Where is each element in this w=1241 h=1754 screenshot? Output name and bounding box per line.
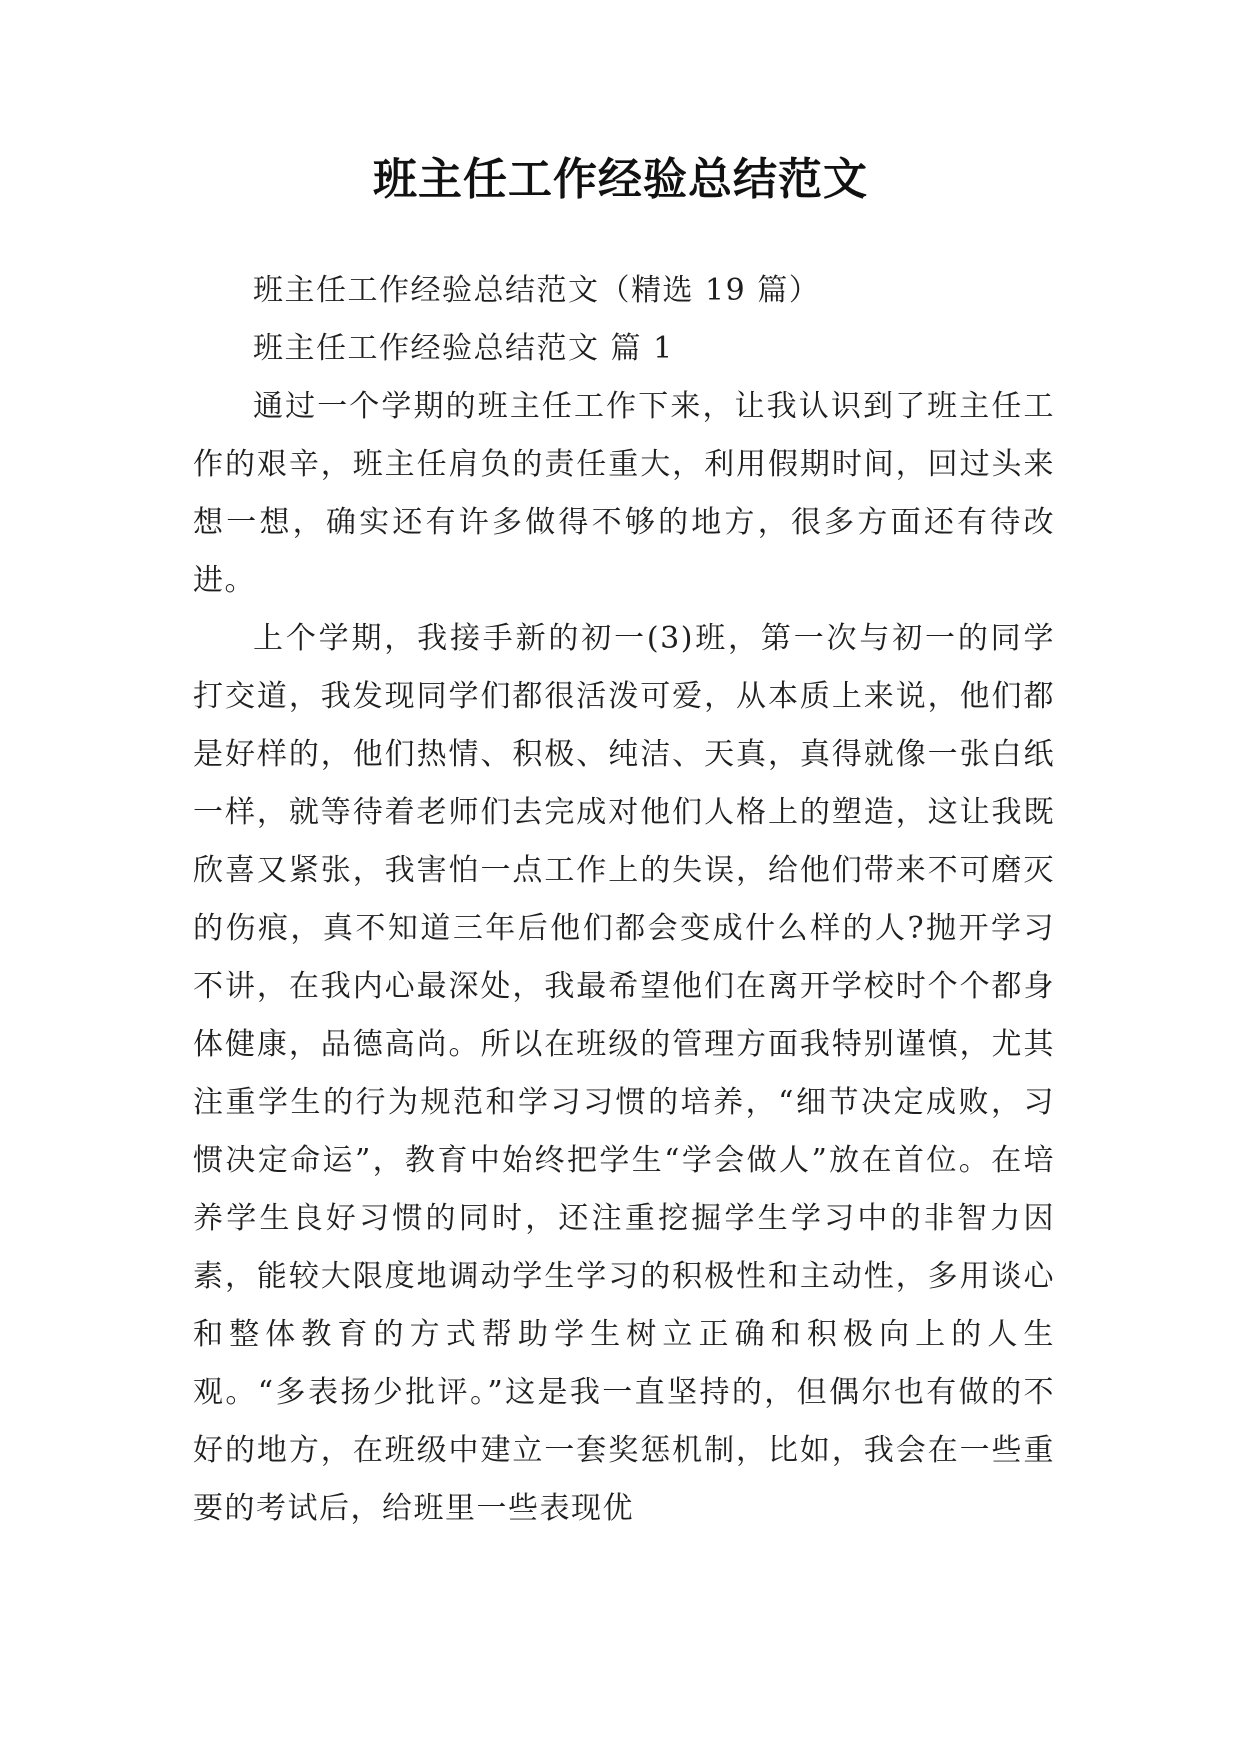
section-heading: 班主任工作经验总结范文 篇 1 [253, 331, 674, 366]
body-paragraph: 上个学期，我接手新的初一(3)班，第一次与初一的同学打交道，我发现同学们都很活泼可爱，从本质上来说，他们都是好样的，他们热情、积极、纯洁、天真，真得就像一张白纸一样，就等待着老师们去完成对他们人格上的塑造，这让我既欣喜又紧张，我害怕一点工作上的失误，给他们带来不可磨灭的伤痕，真不知道三年后他们都会变成什么样的人?抛开学习不讲，在我内心最深处，我最希望他们在离开学校时个个都身体健康，品德高尚。所以在班级的管理方面我特别谨慎，尤其注重学生的行为规范和学习习惯的培养，“细节决定成败，习惯决定命运”，教育中始终把学生“学会做人”放在首位。在培养学生良好习惯的同时，还注重挖掘学生学习中的非智力因素，能较大限度地调动学生学习的积极性和主动性，多用谈心和整体教育的方式帮助学生树立正确和积极向上的人生观。“多表扬少批评。”这是我一直坚持的，但偶尔也有做的不好的地方，在班级中建立一套奖惩机制，比如，我会在一些重要的考试后，给班里一些表现优 [193, 621, 1055, 1526]
subtitle-paragraph: 班主任工作经验总结范文（精选 19 篇） [253, 273, 821, 308]
document-title: 班主任工作经验总结范文 [373, 154, 868, 205]
body-paragraph: 通过一个学期的班主任工作下来，让我认识到了班主任工作的艰辛，班主任肩负的责任重大，利用假期时间，回过头来想一想，确实还有许多做得不够的地方，很多方面还有待改进。 [193, 389, 1055, 598]
document-body [193, 262, 1055, 1538]
